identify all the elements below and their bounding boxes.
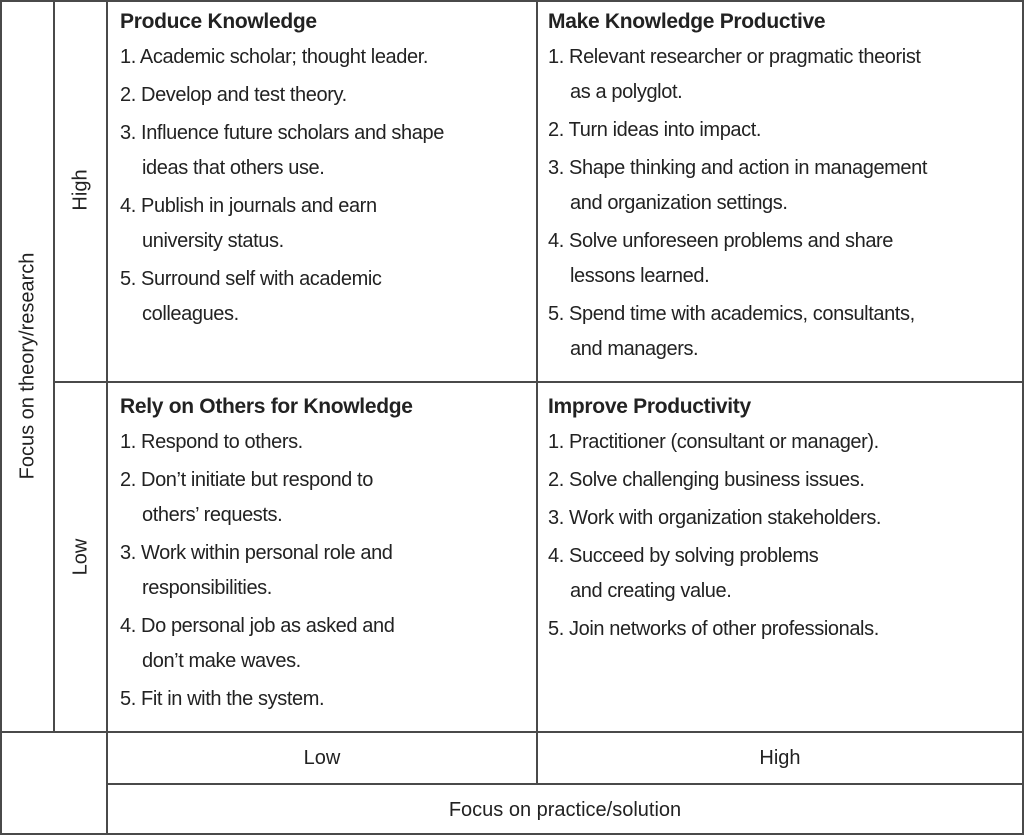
list-item-text: and organization settings. — [570, 192, 788, 214]
list-item-text: don’t make waves. — [142, 650, 301, 672]
x-level-high: High — [759, 747, 801, 769]
list-item-text: 2. Develop and test theory. — [120, 84, 347, 106]
list-item-text: ideas that others use. — [142, 157, 325, 179]
list-item-text: 5. Join networks of other professionals. — [548, 618, 879, 640]
divider-quadrant-mid — [536, 0, 538, 784]
list-item-text: university status. — [142, 230, 284, 252]
list-item-text: 1. Respond to others. — [120, 431, 303, 453]
list-item-text: 3. Work within personal role and — [120, 542, 393, 564]
border-left — [0, 0, 2, 835]
list-item — [548, 539, 881, 609]
list-item-text: as a polyglot. — [570, 81, 683, 103]
list-item — [548, 463, 881, 498]
list-item-text: 5. Surround self with academic — [120, 268, 382, 290]
list-item — [548, 224, 927, 294]
quadrant-rely-on-others — [120, 392, 413, 717]
list-item — [120, 189, 444, 259]
list-item-text: 5. Fit in with the system. — [120, 688, 325, 710]
list-item-text: others’ requests. — [142, 504, 283, 526]
list-item — [120, 40, 444, 75]
list-item-text: responsibilities. — [142, 577, 272, 599]
list-item-text: 1. Relevant researcher or pragmatic theorist — [548, 46, 921, 68]
quadrant-title: Improve Productivity — [548, 395, 751, 418]
list-item-text: 3. Shape thinking and action in management — [548, 157, 928, 179]
list-item — [548, 612, 881, 647]
list-item-text: 2. Don’t initiate but respond to — [120, 469, 373, 491]
list-item-text: and creating value. — [570, 580, 732, 602]
list-item-text: 1. Academic scholar; thought leader. — [120, 46, 429, 68]
quadrant-produce-knowledge — [120, 7, 444, 332]
list-item — [120, 682, 413, 717]
list-item-text: 3. Influence future scholars and shape — [120, 122, 444, 144]
list-item — [548, 40, 927, 110]
x-axis-title: Focus on practice/solution — [448, 799, 682, 821]
quadrant-improve-productivity — [548, 392, 881, 647]
border-top — [0, 0, 1024, 2]
list-item-text: 4. Solve unforeseen problems and share — [548, 230, 894, 252]
list-item-text: colleagues. — [142, 303, 239, 325]
list-item — [120, 609, 413, 679]
quadrant-title: Produce Knowledge — [120, 10, 317, 33]
list-item — [548, 151, 927, 221]
divider-level-col — [53, 0, 55, 733]
quadrant-make-knowledge-productive — [548, 7, 927, 367]
list-item-text: 5. Spend time with academics, consultants, — [548, 303, 915, 325]
y-axis-title: Focus on theory/research — [16, 252, 39, 480]
y-level-low: Low — [69, 538, 92, 576]
list-item — [120, 116, 444, 186]
list-item — [120, 78, 444, 113]
x-level-low: Low — [303, 747, 341, 769]
y-level-high: High — [69, 169, 92, 211]
list-item-text: 4. Publish in journals and earn — [120, 195, 377, 217]
list-item — [120, 536, 413, 606]
list-item — [120, 262, 444, 332]
list-item — [120, 425, 413, 460]
list-item — [548, 113, 927, 148]
quadrant-title: Rely on Others for Knowledge — [120, 395, 413, 418]
list-item-text: 2. Turn ideas into impact. — [548, 119, 762, 141]
list-item — [548, 425, 881, 460]
list-item-text: lessons learned. — [570, 265, 710, 287]
list-item — [548, 501, 881, 536]
list-item-text: 3. Work with organization stakeholders. — [548, 507, 882, 529]
divider-row-mid — [53, 381, 1024, 383]
list-item — [120, 463, 413, 533]
divider-quadrant-left — [106, 0, 108, 835]
list-item-text: 4. Succeed by solving problems — [548, 545, 819, 567]
list-item-text: and managers. — [570, 338, 699, 360]
quadrant-title: Make Knowledge Productive — [548, 10, 826, 33]
list-item-text: 2. Solve challenging business issues. — [548, 469, 865, 491]
list-item-text: 4. Do personal job as asked and — [120, 615, 395, 637]
list-item — [548, 297, 927, 367]
list-item-text: 1. Practitioner (consultant or manager). — [548, 431, 879, 453]
